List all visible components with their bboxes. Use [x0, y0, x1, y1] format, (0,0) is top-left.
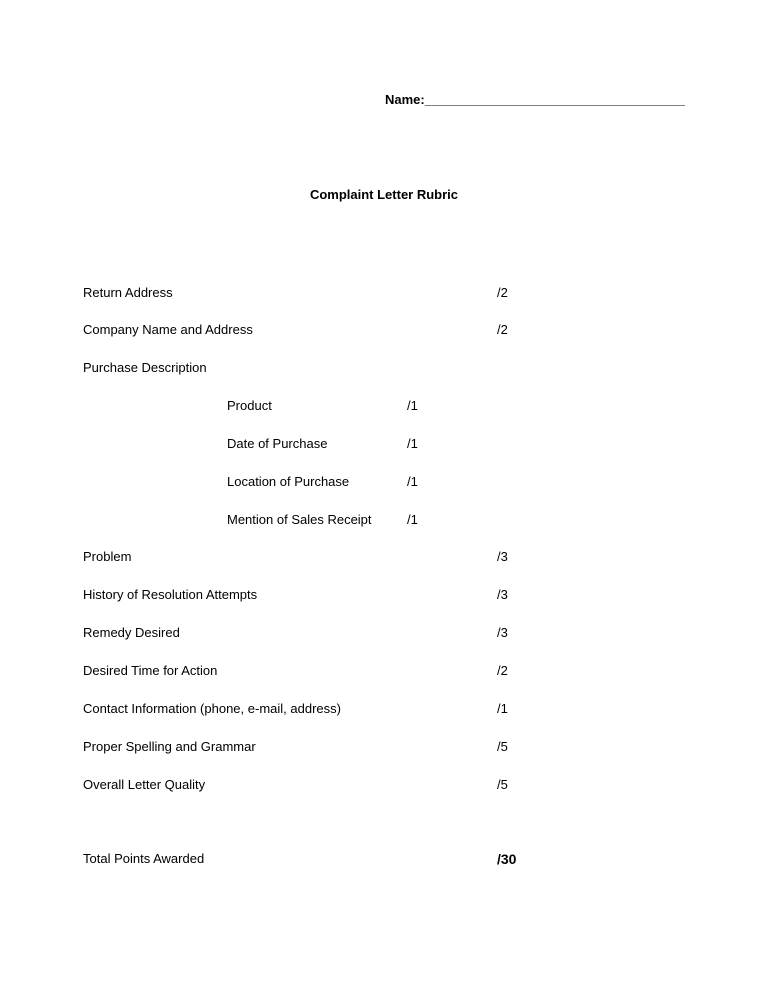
rubric-subitem-label: Location of Purchase [227, 474, 350, 489]
rubric-subitem-score: /1 [407, 512, 418, 527]
rubric-item-label: Desired Time for Action [83, 663, 218, 678]
rubric-row-letter-quality [0, 777, 768, 797]
rubric-row-product [0, 398, 768, 418]
rubric-row-remedy-desired [0, 625, 768, 645]
rubric-item-score: /5 [497, 777, 508, 792]
rubric-row-contact-information [0, 701, 768, 721]
rubric-item-score: /3 [497, 549, 508, 564]
rubric-item-label: Return Address [83, 285, 173, 300]
rubric-item-score: /3 [497, 587, 508, 602]
name-label: Name: [385, 92, 425, 107]
rubric-subitem-label: Date of Purchase [227, 436, 328, 451]
rubric-item-score: /3 [497, 625, 508, 640]
rubric-row-company-name [0, 322, 768, 342]
rubric-row-resolution-attempts [0, 587, 768, 607]
rubric-section-label: Purchase Description [83, 360, 207, 375]
rubric-item-score: /2 [497, 322, 508, 337]
rubric-row-problem [0, 549, 768, 569]
rubric-subitem-label: Mention of Sales Receipt [227, 512, 372, 527]
total-score: /30 [497, 851, 517, 867]
rubric-item-label: Overall Letter Quality [83, 777, 206, 792]
rubric-item-score: /5 [497, 739, 508, 754]
name-field-line[interactable] [385, 92, 685, 107]
total-label: Total Points Awarded [83, 851, 205, 866]
rubric-item-label: Contact Information (phone, e-mail, address) [83, 701, 341, 716]
rubric-row-spelling-grammar [0, 739, 768, 759]
rubric-subitem-score: /1 [407, 436, 418, 451]
rubric-subitem-label: Product [227, 398, 272, 413]
name-blank[interactable]: ____________________________________ [424, 92, 686, 107]
rubric-row-purchase-description [0, 360, 768, 380]
rubric-row-desired-time [0, 663, 768, 683]
rubric-item-score: /2 [497, 285, 508, 300]
page-title: Complaint Letter Rubric [309, 187, 459, 202]
rubric-row-sales-receipt [0, 512, 768, 532]
rubric-item-label: Remedy Desired [83, 625, 180, 640]
rubric-item-score: /1 [497, 701, 508, 716]
rubric-item-label: Proper Spelling and Grammar [83, 739, 256, 754]
rubric-row-total [0, 851, 768, 871]
rubric-item-label: Company Name and Address [83, 322, 253, 337]
rubric-row-date-of-purchase [0, 436, 768, 456]
rubric-item-label: History of Resolution Attempts [83, 587, 258, 602]
rubric-row-location-of-purchase [0, 474, 768, 494]
rubric-subitem-score: /1 [407, 474, 418, 489]
rubric-item-label: Problem [83, 549, 132, 564]
rubric-subitem-score: /1 [407, 398, 418, 413]
rubric-item-score: /2 [497, 663, 508, 678]
rubric-row-return-address [0, 285, 768, 305]
